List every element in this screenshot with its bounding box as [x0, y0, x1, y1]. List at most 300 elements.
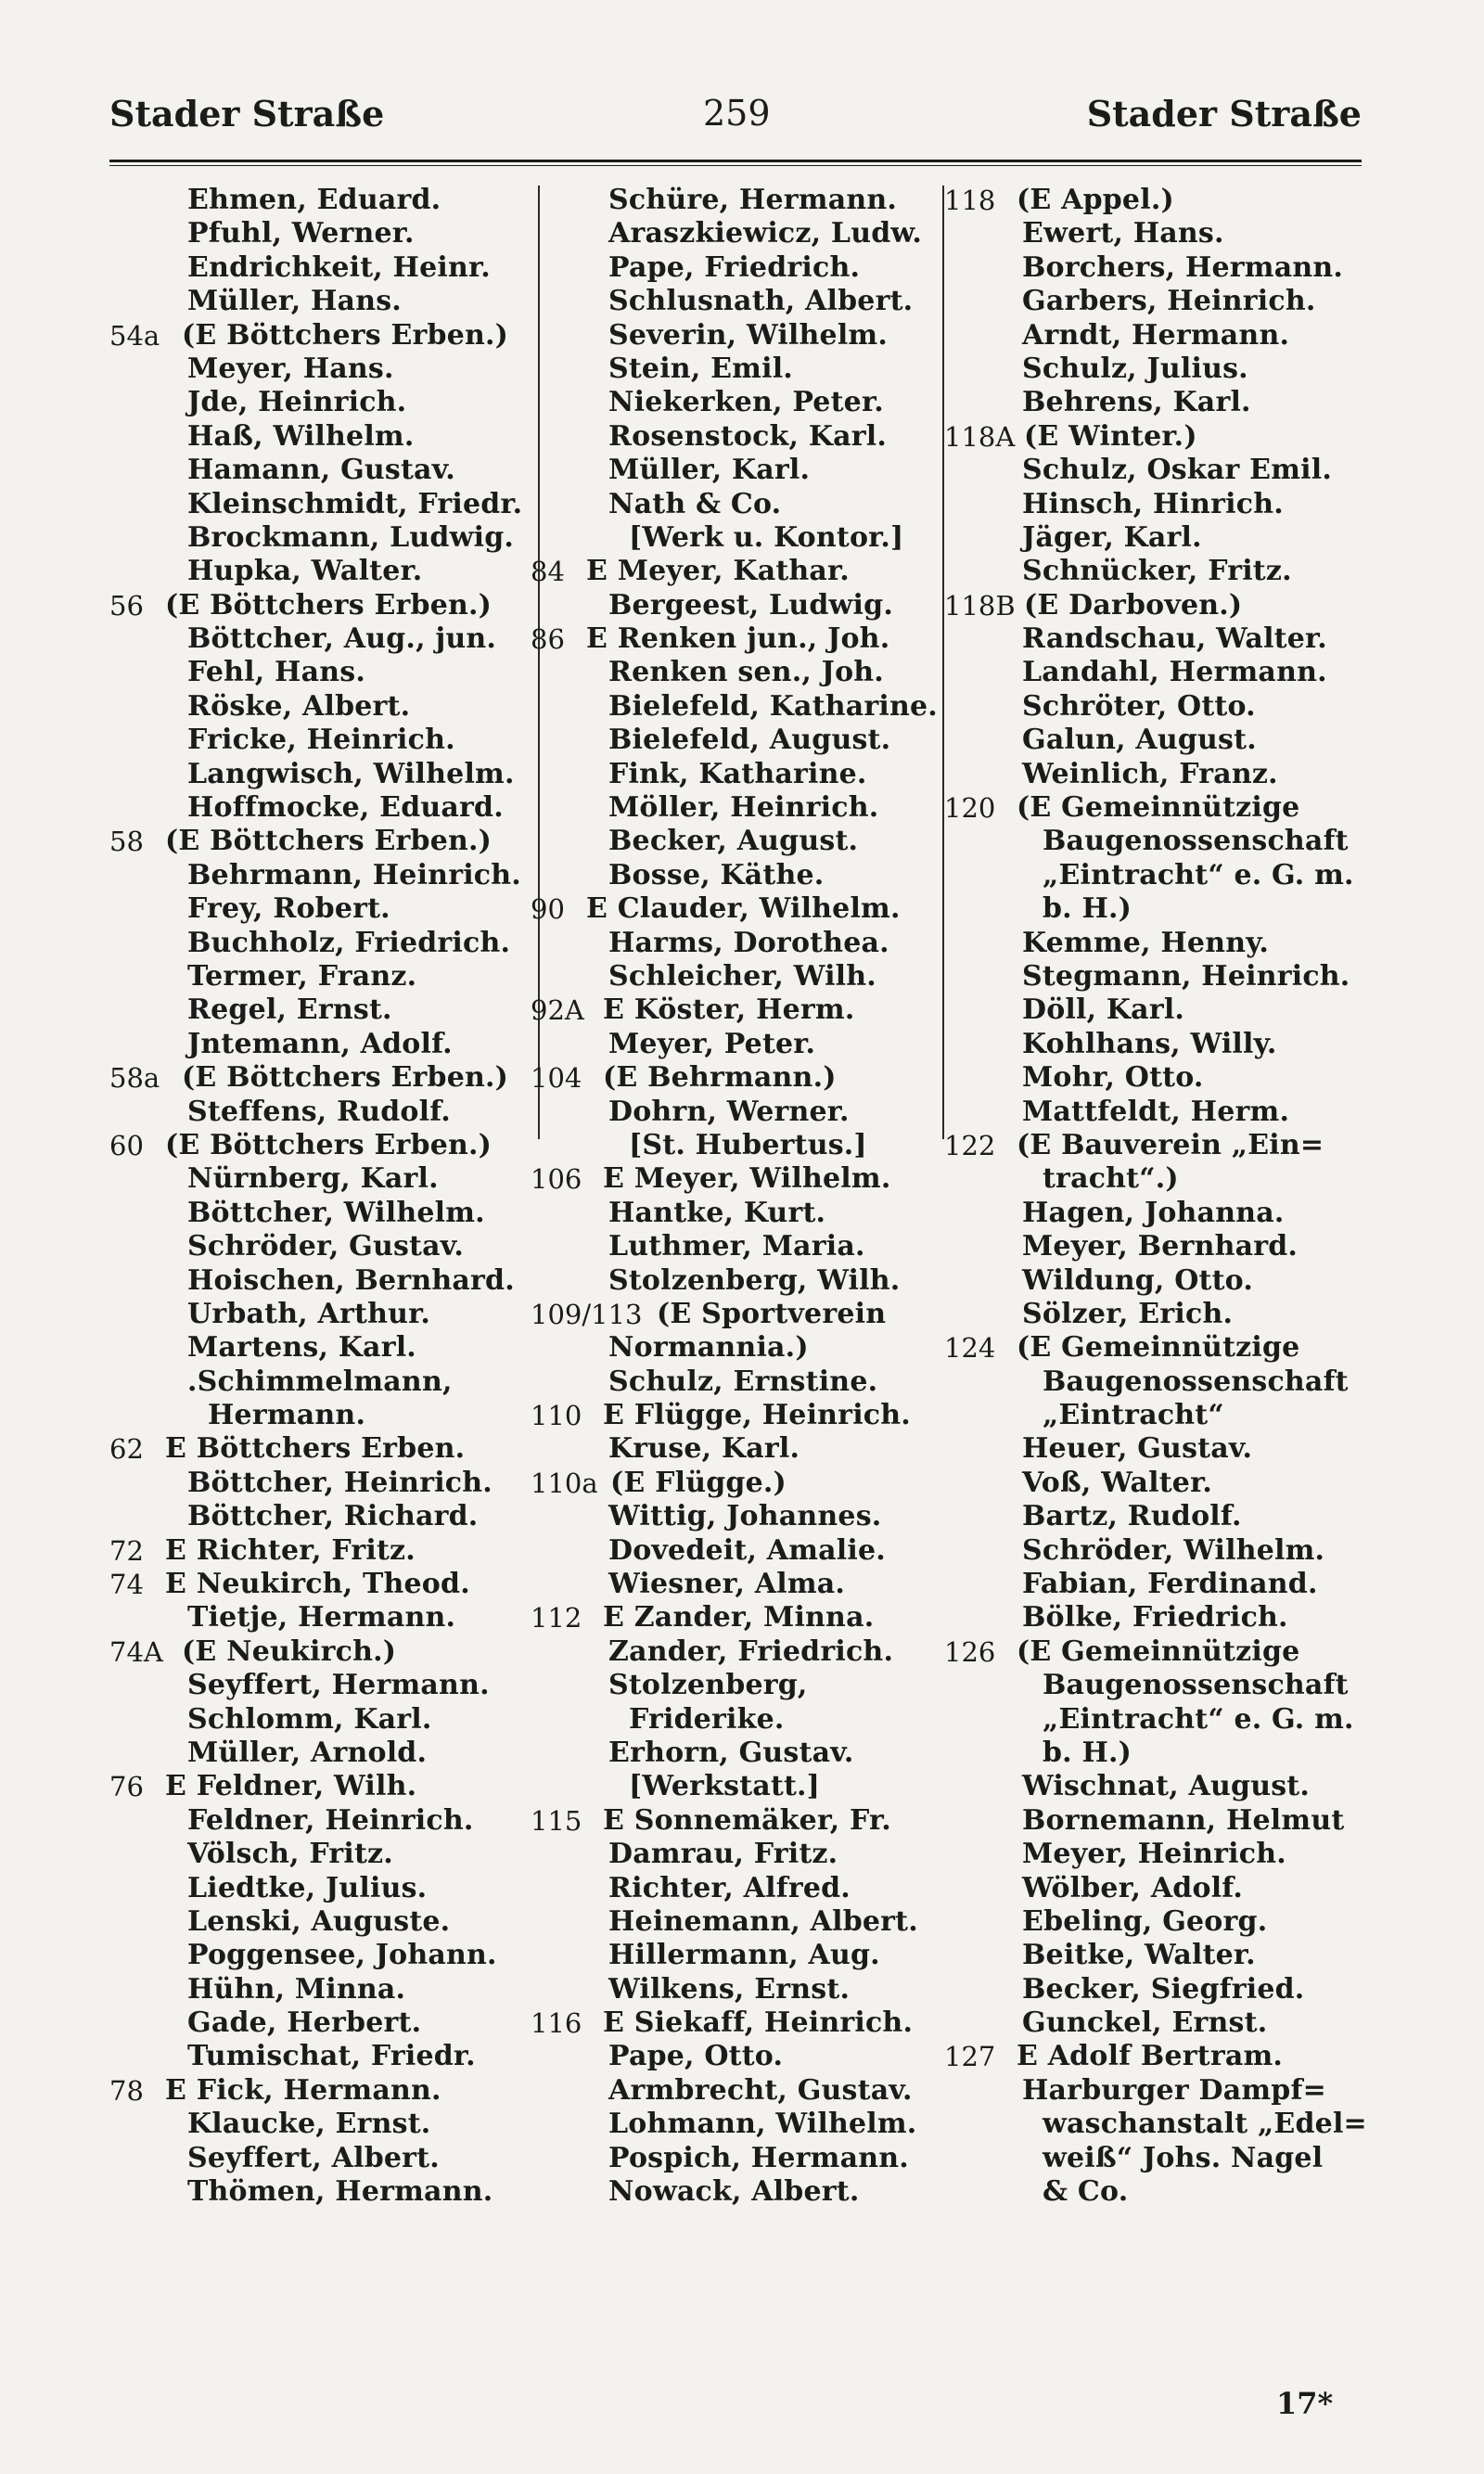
- entry-text: Luthmer, Maria.: [608, 1230, 865, 1263]
- directory-entry: [944, 1399, 1367, 1432]
- directory-entry: [944, 251, 1367, 285]
- entry-text: Urbath, Arthur.: [187, 1297, 430, 1330]
- entry-text: Kemme, Henny.: [1022, 926, 1270, 959]
- entry-text: Schulz, Oskar Emil.: [1022, 454, 1333, 487]
- directory-entry: [944, 892, 1367, 926]
- directory-entry: [531, 1534, 942, 1568]
- directory-entry: [531, 1905, 942, 1939]
- house-number: 92A: [531, 994, 584, 1027]
- house-number: 60: [109, 1129, 144, 1161]
- entry-text: Thömen, Hermann.: [187, 2175, 493, 2209]
- entry-text: (E Sportverein: [657, 1297, 887, 1330]
- directory-entry: [944, 1331, 1367, 1365]
- directory-entry: [531, 724, 942, 757]
- directory-entry: [944, 589, 1367, 622]
- entry-text: Endrichkeit, Heinr.: [187, 250, 491, 284]
- entry-text: b. H.): [1043, 892, 1132, 926]
- directory-entry: [109, 2040, 536, 2073]
- entry-text: Bergeest, Ludwig.: [608, 588, 893, 622]
- directory-entry: [109, 1230, 536, 1263]
- directory-entry: [109, 1096, 536, 1129]
- directory-entry: [109, 1399, 536, 1432]
- house-number: 58: [109, 826, 144, 858]
- house-number: 124: [944, 1332, 996, 1365]
- directory-entry: [531, 1669, 942, 1702]
- directory-entry: [944, 1432, 1367, 1466]
- directory-entry: [944, 353, 1367, 386]
- directory-entry: [944, 184, 1367, 217]
- house-number: 54a: [109, 319, 160, 352]
- entry-text: Harburger Dampf=: [1022, 2073, 1326, 2107]
- entry-text: E Siekaff, Heinrich.: [603, 2006, 914, 2040]
- entry-text: (E Böttchers Erben.): [182, 318, 509, 352]
- directory-entry: [944, 960, 1367, 993]
- entry-text: & Co.: [1043, 2175, 1129, 2209]
- entry-text: Meyer, Hans.: [187, 352, 394, 385]
- entry-text: Seyffert, Albert.: [187, 2141, 440, 2174]
- house-number: 122: [944, 1129, 996, 1161]
- directory-entry: [109, 353, 536, 386]
- directory-entry: [944, 993, 1367, 1027]
- directory-entry: [109, 285, 536, 318]
- house-number: 118: [944, 185, 996, 216]
- entry-text: Ehmen, Eduard.: [187, 184, 441, 216]
- entry-text: Stegmann, Heinrich.: [1022, 959, 1350, 993]
- entry-text: Stolzenberg,: [608, 1669, 808, 1702]
- directory-entry: [531, 1331, 942, 1365]
- directory-entry: [944, 1061, 1367, 1095]
- entry-text: Richter, Alfred.: [608, 1871, 851, 1904]
- entry-text: Harms, Dorothea.: [608, 926, 889, 959]
- column-1: [109, 184, 536, 2209]
- directory-entry: [531, 2142, 942, 2175]
- directory-entry: [109, 1197, 536, 1230]
- house-number: 62: [109, 1433, 144, 1466]
- directory-entry: [109, 521, 536, 555]
- sheet-signature: 17*: [1276, 2386, 1334, 2421]
- directory-entry: [531, 1365, 942, 1399]
- entry-text: Brockmann, Ludwig.: [187, 520, 515, 554]
- directory-entry: [944, 454, 1367, 487]
- directory-entry: [531, 993, 942, 1027]
- directory-entry: [531, 2040, 942, 2073]
- directory-entry: [944, 2175, 1367, 2209]
- entry-text: Pape, Friedrich.: [608, 250, 861, 284]
- entry-text: Dohrn, Werner.: [608, 1095, 850, 1128]
- directory-entry: [531, 1096, 942, 1129]
- entry-text: Voß, Walter.: [1022, 1466, 1212, 1499]
- house-number: 120: [944, 792, 996, 825]
- entry-text: Frey, Robert.: [187, 892, 390, 926]
- entry-text: E Neukirch, Theod.: [165, 1568, 470, 1601]
- entry-text: Hagen, Johanna.: [1022, 1196, 1285, 1229]
- entry-text: Renken sen., Joh.: [608, 656, 884, 689]
- directory-entry: [944, 758, 1367, 791]
- entry-text: Sölzer, Erich.: [1022, 1297, 1234, 1330]
- directory-entry: [109, 1028, 536, 1061]
- entry-text: Müller, Karl.: [608, 454, 811, 487]
- directory-entry: [944, 1028, 1367, 1061]
- directory-entry: [109, 758, 536, 791]
- directory-entry: [531, 1804, 942, 1838]
- entry-text: Hillermann, Aug.: [608, 1939, 880, 1972]
- directory-entry: [531, 454, 942, 487]
- house-number: 74A: [109, 1635, 163, 1668]
- house-number: 78: [109, 2074, 144, 2107]
- directory-entry: [531, 859, 942, 892]
- entry-text: Weinlich, Franz.: [1022, 757, 1278, 790]
- directory-entry: [531, 555, 942, 588]
- directory-entry: [109, 555, 536, 588]
- entry-text: Meyer, Peter.: [608, 1027, 816, 1060]
- directory-entry: [109, 184, 536, 217]
- directory-entry: [531, 1162, 942, 1196]
- directory-entry: [109, 1129, 536, 1162]
- directory-entry: [531, 353, 942, 386]
- entry-text: Schleicher, Wilh.: [608, 959, 876, 993]
- directory-entry: [531, 1298, 942, 1331]
- directory-entry: [109, 1500, 536, 1533]
- directory-entry: [109, 2006, 536, 2040]
- entry-text: Bölke, Friedrich.: [1022, 1601, 1288, 1634]
- entry-text: Lohmann, Wilhelm.: [608, 2108, 917, 2141]
- entry-text: Steffens, Rudolf.: [187, 1095, 451, 1128]
- directory-entry: [109, 724, 536, 757]
- entry-text: Baugenossenschaft: [1043, 1669, 1349, 1702]
- entry-text: Wittig, Johannes.: [608, 1500, 882, 1533]
- entry-text: tracht“.): [1043, 1162, 1179, 1196]
- entry-text: E Adolf Bertram.: [1017, 2040, 1284, 2073]
- entry-text: weiß“ Johs. Nagel: [1043, 2141, 1324, 2174]
- entry-text: Beitke, Walter.: [1022, 1939, 1256, 1972]
- directory-entry: [531, 1061, 942, 1095]
- house-number: 116: [531, 2007, 582, 2040]
- directory-entry: [944, 1635, 1367, 1669]
- directory-entry: [109, 1973, 536, 2006]
- directory-entry: [944, 2074, 1367, 2108]
- entry-text: Severin, Wilhelm.: [608, 318, 889, 352]
- directory-entry: [944, 1500, 1367, 1533]
- directory-entry: [531, 386, 942, 419]
- entry-text: Völsch, Fritz.: [187, 1838, 393, 1871]
- entry-text: Hermann.: [208, 1399, 366, 1432]
- directory-entry: [944, 1230, 1367, 1263]
- directory-entry: [944, 2006, 1367, 2040]
- entry-text: E Zander, Minna.: [603, 1601, 875, 1634]
- header-street-right: Stader Straße: [1086, 93, 1362, 135]
- directory-entry: [944, 1365, 1367, 1399]
- directory-entry: [109, 1737, 536, 1770]
- entry-text: [St. Hubertus.]: [629, 1128, 867, 1161]
- entry-text: Poggensee, Johann.: [187, 1939, 497, 1972]
- entry-text: Seyffert, Hermann.: [187, 1669, 490, 1702]
- directory-entry: [531, 1467, 942, 1500]
- directory-entry: [944, 1939, 1367, 1972]
- house-number: 106: [531, 1163, 582, 1196]
- entry-text: Garbers, Heinrich.: [1022, 285, 1316, 318]
- entry-text: Hühn, Minna.: [187, 1972, 406, 2006]
- entry-text: Schröter, Otto.: [1022, 689, 1256, 723]
- house-number: 112: [531, 1602, 582, 1634]
- directory-entry: [944, 1737, 1367, 1770]
- house-number: 109/113: [531, 1298, 643, 1330]
- directory-entry: [944, 2040, 1367, 2073]
- directory-entry: [109, 1669, 536, 1702]
- entry-text: Schlusnath, Albert.: [608, 285, 914, 318]
- entry-text: b. H.): [1043, 1736, 1132, 1769]
- entry-text: (E Gemeinnützige: [1017, 791, 1300, 825]
- entry-text: Zander, Friedrich.: [608, 1634, 894, 1668]
- directory-entry: [531, 1264, 942, 1298]
- house-number: 104: [531, 1062, 582, 1095]
- entry-text: Randschau, Walter.: [1022, 622, 1327, 656]
- directory-entry: [109, 1939, 536, 1972]
- entry-text: Borchers, Hermann.: [1022, 250, 1344, 284]
- entry-text: Böttcher, Richard.: [187, 1500, 479, 1533]
- directory-entry: [531, 1230, 942, 1263]
- entry-text: Normannia.): [608, 1331, 809, 1365]
- entry-text: Mohr, Otto.: [1022, 1061, 1204, 1095]
- entry-text: Feldner, Heinrich.: [187, 1803, 474, 1837]
- entry-text: Hantke, Kurt.: [608, 1196, 826, 1229]
- directory-entry: [109, 1298, 536, 1331]
- entry-text: Hupka, Walter.: [187, 555, 423, 588]
- directory-entry: [109, 1703, 536, 1737]
- entry-text: E Sonnemäker, Fr.: [603, 1803, 891, 1837]
- entry-text: E Meyer, Wilhelm.: [603, 1162, 891, 1196]
- directory-entry: [109, 1601, 536, 1634]
- directory-entry: [944, 1298, 1367, 1331]
- directory-entry: [109, 892, 536, 926]
- directory-entry: [109, 1365, 536, 1399]
- directory-entry: [944, 1703, 1367, 1737]
- entry-text: [Werk u. Kontor.]: [629, 520, 904, 554]
- directory-entry: [109, 1162, 536, 1196]
- directory-entry: [531, 1568, 942, 1601]
- directory-entry: [109, 1264, 536, 1298]
- directory-entry: [531, 1737, 942, 1770]
- directory-entry: [531, 1399, 942, 1432]
- directory-entry: [531, 1703, 942, 1737]
- directory-entry: [531, 927, 942, 960]
- entry-text: Lenski, Auguste.: [187, 1904, 451, 1938]
- entry-text: Becker, Siegfried.: [1022, 1972, 1305, 2006]
- directory-entry: [944, 285, 1367, 318]
- house-number: 56: [109, 589, 144, 622]
- entry-text: Hoffmocke, Eduard.: [187, 791, 504, 825]
- entry-text: Nowack, Albert.: [608, 2175, 860, 2209]
- directory-entry: [109, 993, 536, 1027]
- entry-text: Wildung, Otto.: [1022, 1263, 1253, 1297]
- entry-text: E Meyer, Kathar.: [586, 555, 850, 588]
- entry-text: Bartz, Rudolf.: [1022, 1500, 1242, 1533]
- directory-entry: [109, 960, 536, 993]
- directory-entry: [109, 656, 536, 689]
- entry-text: Jntemann, Adolf.: [187, 1027, 453, 1060]
- directory-entry: [109, 1804, 536, 1838]
- entry-text: Fehl, Hans.: [187, 656, 365, 689]
- house-number: 118A: [944, 420, 1016, 453]
- entry-text: Kleinschmidt, Friedr.: [187, 487, 523, 520]
- directory-entry: [944, 1568, 1367, 1601]
- directory-entry: [109, 1905, 536, 1939]
- directory-entry: [944, 859, 1367, 892]
- directory-entry: [531, 1197, 942, 1230]
- directory-entry: [944, 1973, 1367, 2006]
- directory-entry: [531, 589, 942, 622]
- entry-text: Wischnat, August.: [1022, 1770, 1310, 1803]
- directory-entry: [109, 420, 536, 454]
- house-number: 74: [109, 1569, 144, 1601]
- directory-entry: [944, 1838, 1367, 1871]
- directory-entry: [531, 2074, 942, 2108]
- entry-text: (E Behrmann.): [603, 1061, 837, 1095]
- directory-entry: [109, 1770, 536, 1803]
- directory-entry: [109, 1061, 536, 1095]
- directory-entry: [531, 184, 942, 217]
- entry-text: „Eintracht“ e. G. m.: [1043, 1702, 1354, 1736]
- directory-entry: [944, 1534, 1367, 1568]
- directory-entry: [944, 1770, 1367, 1803]
- entry-text: „Eintracht“ e. G. m.: [1043, 858, 1354, 891]
- entry-text: Rosenstock, Karl.: [608, 419, 887, 453]
- directory-entry: [109, 927, 536, 960]
- directory-entry: [109, 251, 536, 285]
- entry-text: Baugenossenschaft: [1043, 1365, 1349, 1398]
- directory-entry: [944, 1096, 1367, 1129]
- directory-entry: [109, 859, 536, 892]
- directory-entry: [531, 521, 942, 555]
- entry-text: Erhorn, Gustav.: [608, 1736, 854, 1769]
- directory-entry: [944, 217, 1367, 250]
- house-number: 110a: [531, 1467, 598, 1499]
- entry-text: Schulz, Ernstine.: [608, 1365, 878, 1398]
- entry-text: Röske, Albert.: [187, 689, 411, 723]
- entry-text: Bielefeld, Katharine.: [608, 689, 938, 723]
- entry-text: E Flügge, Heinrich.: [603, 1399, 911, 1432]
- entry-text: Pape, Otto.: [608, 2040, 784, 2073]
- directory-entry: [944, 1197, 1367, 1230]
- directory-entry: [109, 1838, 536, 1871]
- house-number: 90: [531, 893, 565, 926]
- directory-entry: [531, 1973, 942, 2006]
- entry-text: Haß, Wilhelm.: [187, 419, 415, 453]
- entry-text: Nürnberg, Karl.: [187, 1162, 439, 1196]
- entry-text: E Clauder, Wilhelm.: [586, 892, 901, 926]
- house-number: 72: [109, 1534, 144, 1567]
- entry-text: Müller, Hans.: [187, 285, 402, 318]
- directory-entry: [944, 1905, 1367, 1939]
- entry-text: Stolzenberg, Wilh.: [608, 1263, 901, 1297]
- header-street-left: Stader Straße: [109, 93, 385, 135]
- entry-text: Fricke, Heinrich.: [187, 724, 455, 757]
- directory-entry: [109, 1568, 536, 1601]
- directory-entry: [531, 2108, 942, 2141]
- house-number: 84: [531, 556, 565, 588]
- directory-entry: [531, 1770, 942, 1803]
- entry-text: E Köster, Herm.: [603, 993, 855, 1027]
- entry-text: Ebeling, Georg.: [1022, 1904, 1268, 1938]
- directory-entry: [109, 454, 536, 487]
- directory-entry: [944, 1804, 1367, 1838]
- header-rule: [109, 160, 1362, 162]
- entry-text: Schröder, Wilhelm.: [1022, 1533, 1325, 1567]
- entry-text: Mattfeldt, Herm.: [1022, 1095, 1290, 1128]
- entry-text: „Eintracht“: [1043, 1399, 1224, 1432]
- directory-entry: [944, 825, 1367, 858]
- entry-text: Regel, Ernst.: [187, 993, 392, 1027]
- entry-text: Klaucke, Ernst.: [187, 2108, 431, 2141]
- entry-text: Hinsch, Hinrich.: [1022, 487, 1284, 520]
- entry-text: Kohlhans, Willy.: [1022, 1027, 1277, 1060]
- directory-entry: [944, 1162, 1367, 1196]
- entry-text: Schröder, Gustav.: [187, 1230, 465, 1263]
- directory-entry: [531, 690, 942, 724]
- entry-text: Buchholz, Friedrich.: [187, 926, 511, 959]
- entry-text: E Böttchers Erben.: [165, 1432, 466, 1466]
- directory-entry: [109, 622, 536, 656]
- entry-text: Arndt, Hermann.: [1022, 318, 1290, 352]
- directory-entry: [531, 1939, 942, 1972]
- house-number: 127: [944, 2041, 996, 2073]
- directory-entry: [109, 386, 536, 419]
- entry-text: Friderike.: [629, 1702, 785, 1736]
- entry-text: Pospich, Hermann.: [608, 2141, 909, 2174]
- directory-entry: [944, 1129, 1367, 1162]
- directory-entry: [531, 758, 942, 791]
- entry-text: (E Böttchers Erben.): [182, 1061, 509, 1095]
- entry-text: Jäger, Karl.: [1022, 520, 1202, 554]
- entry-text: (E Böttchers Erben.): [165, 825, 493, 858]
- directory-entry: [531, 2006, 942, 2040]
- entry-text: Fink, Katharine.: [608, 757, 867, 790]
- entry-text: (E Bauverein „Ein=: [1017, 1128, 1324, 1161]
- directory-entry: [944, 420, 1367, 454]
- entry-text: Böttcher, Aug., jun.: [187, 622, 497, 656]
- directory-entry: [531, 319, 942, 353]
- entry-text: Galun, August.: [1022, 724, 1257, 757]
- directory-entry: [109, 1534, 536, 1568]
- directory-entry: [944, 656, 1367, 689]
- column-2: [531, 184, 942, 2209]
- entry-text: Wölber, Adolf.: [1022, 1871, 1243, 1904]
- entry-text: Bosse, Käthe.: [608, 858, 825, 891]
- directory-entry: [944, 2108, 1367, 2141]
- entry-text: Baugenossenschaft: [1043, 825, 1349, 858]
- column-3: [944, 184, 1367, 2209]
- entry-text: Gunckel, Ernst.: [1022, 2006, 1268, 2040]
- directory-entry: [944, 1872, 1367, 1905]
- page-header: [109, 93, 1362, 158]
- entry-text: Araszkiewicz, Ludw.: [608, 217, 923, 250]
- directory-entry: [944, 690, 1367, 724]
- entry-text: Ewert, Hans.: [1022, 217, 1224, 250]
- entry-text: Nath & Co.: [608, 487, 782, 520]
- directory-entry: [109, 1872, 536, 1905]
- directory-entry: [531, 622, 942, 656]
- entry-text: Schlomm, Karl.: [187, 1702, 432, 1736]
- entry-text: Bornemann, Helmut: [1022, 1803, 1345, 1837]
- entry-text: (E Böttchers Erben.): [165, 588, 493, 622]
- directory-entry: [531, 420, 942, 454]
- house-number: 110: [531, 1400, 582, 1432]
- directory-entry: [109, 825, 536, 858]
- directory-entry: [531, 656, 942, 689]
- directory-entry: [531, 892, 942, 926]
- entry-text: (E Winter.): [1024, 419, 1197, 453]
- house-number: 58a: [109, 1062, 160, 1095]
- entry-text: Schüre, Hermann.: [608, 184, 898, 216]
